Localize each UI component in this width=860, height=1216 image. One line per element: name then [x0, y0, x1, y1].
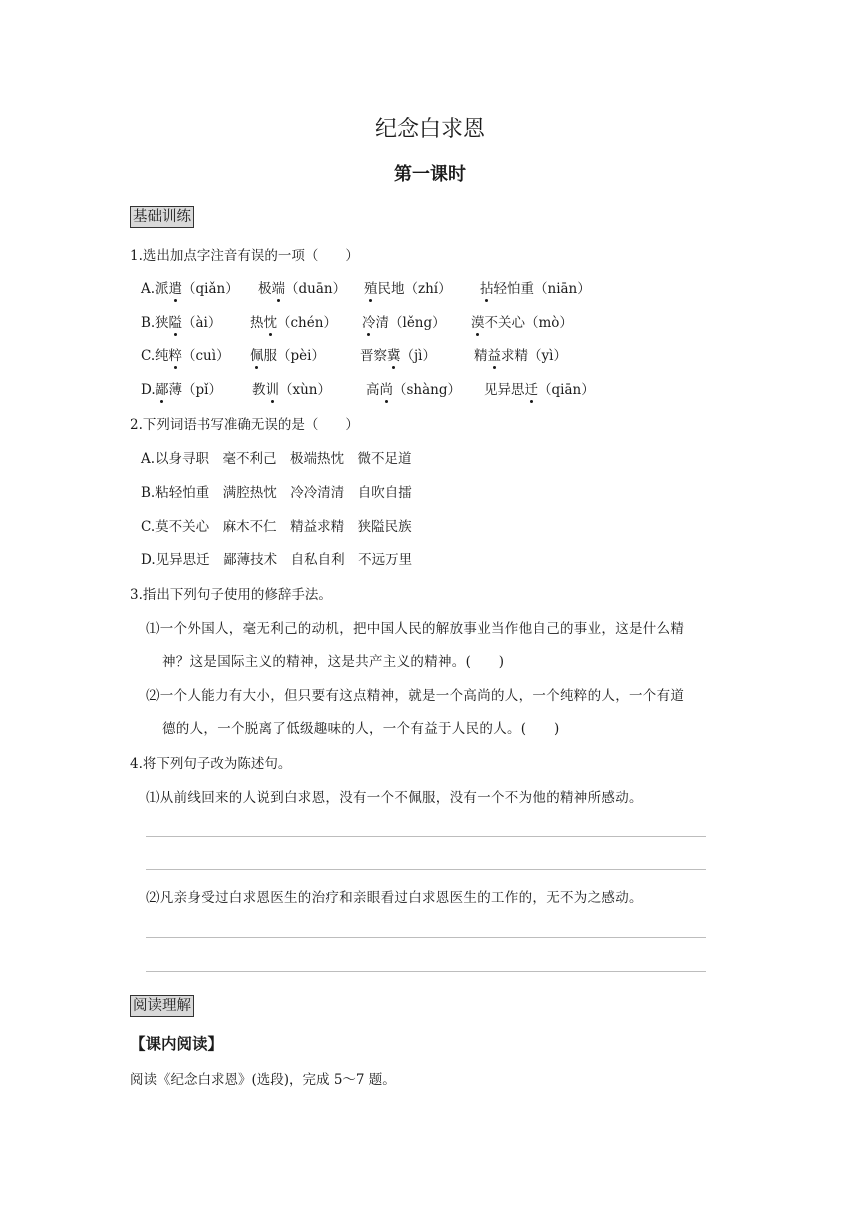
option-label: A.	[141, 281, 156, 297]
option-item: 纯粹（cuì）	[155, 348, 230, 364]
option-item: 拈轻怕重（niān）	[480, 281, 591, 297]
option-label: C.	[141, 348, 156, 364]
option-item: 佩服（pèi）	[250, 348, 325, 364]
option-item: 派遣（qiǎn）	[155, 281, 239, 297]
option-item: 极端（duān）	[258, 281, 347, 297]
option-item: 晋察冀（jì）	[360, 348, 437, 364]
option-label: B.	[141, 315, 156, 331]
question-2-option-a: A.以身寻职 毫不利己 极端热忱 微不足道	[141, 451, 412, 467]
question-2-option-d: D.见异思迁 鄙薄技术 自私自利 不远万里	[141, 552, 413, 568]
question-3-sentence-2-cont: 德的人，一个脱离了低级趣味的人，一个有益于人民的人。( )	[162, 721, 560, 737]
question-4-stem: 4.将下列句子改为陈述句。	[130, 756, 292, 772]
option-item: 见异思迁（qiān）	[484, 382, 595, 398]
option-item: 冷清（lěng）	[362, 315, 446, 331]
page-title: 纪念白求恩	[374, 117, 485, 142]
question-2-stem: 2.下列词语书写准确无误的是（ ）	[130, 417, 359, 433]
section-basic-training: 基础训练	[130, 206, 194, 228]
reading-instructions: 阅读《纪念白求恩》(选段)，完成 5～7 题。	[130, 1072, 396, 1088]
question-3-sentence-1: ⑴一个外国人，毫无利己的动机，把中国人民的解放事业当作他自己的事业，这是什么精	[146, 621, 685, 637]
answer-line[interactable]	[146, 869, 706, 870]
option-item: 教训（xùn）	[252, 382, 332, 398]
answer-line[interactable]	[146, 937, 706, 938]
option-item: 漠不关心（mò）	[471, 315, 573, 331]
option-item: 高尚（shàng）	[366, 382, 462, 398]
question-3-sentence-1-cont: 神？这是国际主义的精神，这是共产主义的精神。( )	[162, 654, 505, 670]
question-2-option-c: C.莫不关心 麻木不仁 精益求精 狭隘民族	[141, 519, 412, 535]
question-4-sentence-2: ⑵凡亲身受过白求恩医生的治疗和亲眼看过白求恩医生的工作的，无不为之感动。	[146, 890, 643, 906]
section-reading: 阅读理解	[130, 995, 194, 1017]
question-2-option-b: B.粘轻怕重 满腔热忱 冷冷清清 自吹自擂	[141, 485, 412, 501]
question-3-sentence-2: ⑵一个人能力有大小，但只要有这点精神，就是一个高尚的人，一个纯粹的人，一个有道	[146, 688, 685, 704]
question-3-stem: 3.指出下列句子使用的修辞手法。	[130, 587, 332, 603]
in-class-reading-heading: 【课内阅读】	[130, 1035, 224, 1053]
answer-line[interactable]	[146, 836, 706, 837]
option-item: 鄙薄（pǐ）	[155, 382, 222, 398]
option-item: 狭隘（ài）	[155, 315, 222, 331]
option-item: 精益求精（yì）	[474, 348, 567, 364]
answer-line[interactable]	[146, 971, 706, 972]
question-1-stem: 1.选出加点字注音有误的一项（ ）	[130, 248, 359, 264]
page-subtitle: 第一课时	[394, 164, 466, 185]
option-item: 殖民地（zhí）	[364, 281, 452, 297]
option-item: 热忱（chén）	[250, 315, 337, 331]
option-label: D.	[141, 382, 156, 398]
question-4-sentence-1: ⑴从前线回来的人说到白求恩，没有一个不佩服，没有一个不为他的精神所感动。	[146, 790, 643, 806]
